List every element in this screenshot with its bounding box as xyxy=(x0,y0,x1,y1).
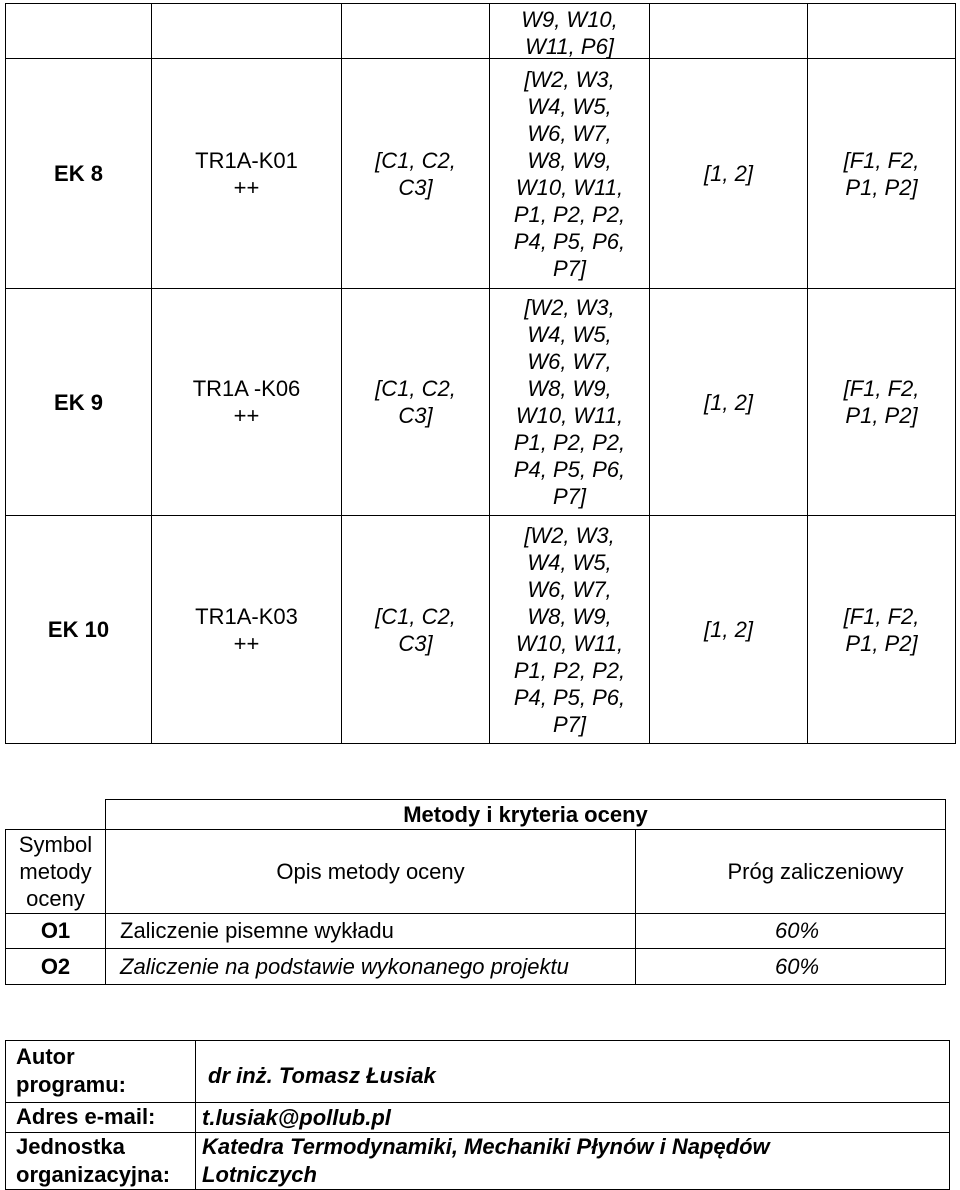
direction-effect: TR1A -K06 ++ xyxy=(152,289,342,516)
table-row xyxy=(6,1103,950,1133)
table-row xyxy=(6,914,946,949)
direction-effect: TR1A-K01 ++ xyxy=(152,59,342,289)
email-label: Adres e-mail: xyxy=(6,1103,196,1133)
organizational-unit: Katedra Termodynamiki, Mechaniki Płynów i Napędów Lotniczych xyxy=(196,1133,950,1190)
table-row xyxy=(6,949,946,985)
table-row xyxy=(6,59,956,289)
table-row xyxy=(6,289,956,516)
direction-effect: TR1A-K03 ++ xyxy=(152,516,342,744)
method-description: Zaliczenie na podstawie wykonanego projektu xyxy=(106,949,636,985)
ek-code: EK 9 xyxy=(6,289,152,516)
author-email: t.lusiak@pollub.pl xyxy=(196,1103,950,1133)
method-threshold: 60% xyxy=(636,914,946,949)
method-description: Zaliczenie pisemne wykładu xyxy=(106,914,636,949)
author-info-table xyxy=(5,1040,950,1190)
assessment-methods: [1, 2] xyxy=(650,516,808,744)
teaching-forms: [F1, F2, P1, P2] xyxy=(808,59,956,289)
unit-label: Jednostka organizacyjna: xyxy=(6,1133,196,1190)
teaching-forms: [F1, F2, P1, P2] xyxy=(808,516,956,744)
course-goals: [C1, C2, C3] xyxy=(342,59,490,289)
method-threshold: 60% xyxy=(636,949,946,985)
author-name: dr inż. Tomasz Łusiak xyxy=(196,1041,950,1103)
course-contents: [W2, W3, W4, W5, W6, W7, W8, W9, W10, W11, P1, P2, P2, P4, P5, P6, P7] xyxy=(490,59,650,289)
assessment-methods: [1, 2] xyxy=(650,59,808,289)
assessment-methods: [1, 2] xyxy=(650,289,808,516)
course-contents: [W2, W3, W4, W5, W6, W7, W8, W9, W10, W11, P1, P2, P2, P4, P5, P6, P7] xyxy=(490,516,650,744)
author-label: Autor programu: xyxy=(6,1041,196,1103)
method-symbol: O2 xyxy=(6,949,106,985)
course-goals: [C1, C2, C3] xyxy=(342,516,490,744)
table-row xyxy=(6,516,956,744)
column-header-threshold: Próg zaliczeniowy xyxy=(636,830,946,914)
table-row xyxy=(6,4,956,59)
methods-table-title: Metody i kryteria oceny xyxy=(106,800,946,830)
method-symbol: O1 xyxy=(6,914,106,949)
table-row xyxy=(6,1041,950,1103)
table-header-row xyxy=(6,830,946,914)
effects-table xyxy=(5,3,956,744)
table-row xyxy=(6,1133,950,1190)
table-row xyxy=(6,800,946,830)
course-contents: [W2, W3, W4, W5, W6, W7, W8, W9, W10, W11, P1, P2, P2, P4, P5, P6, P7] xyxy=(490,289,650,516)
teaching-forms: [F1, F2, P1, P2] xyxy=(808,289,956,516)
content-list-fragment: W9, W10, W11, P6] xyxy=(521,7,618,59)
column-header-description: Opis metody oceny xyxy=(106,830,636,914)
ek-code: EK 8 xyxy=(6,59,152,289)
course-goals: [C1, C2, C3] xyxy=(342,289,490,516)
ek-code: EK 10 xyxy=(6,516,152,744)
column-header-symbol: Symbol metody oceny xyxy=(6,830,106,914)
assessment-methods-table xyxy=(5,799,946,985)
